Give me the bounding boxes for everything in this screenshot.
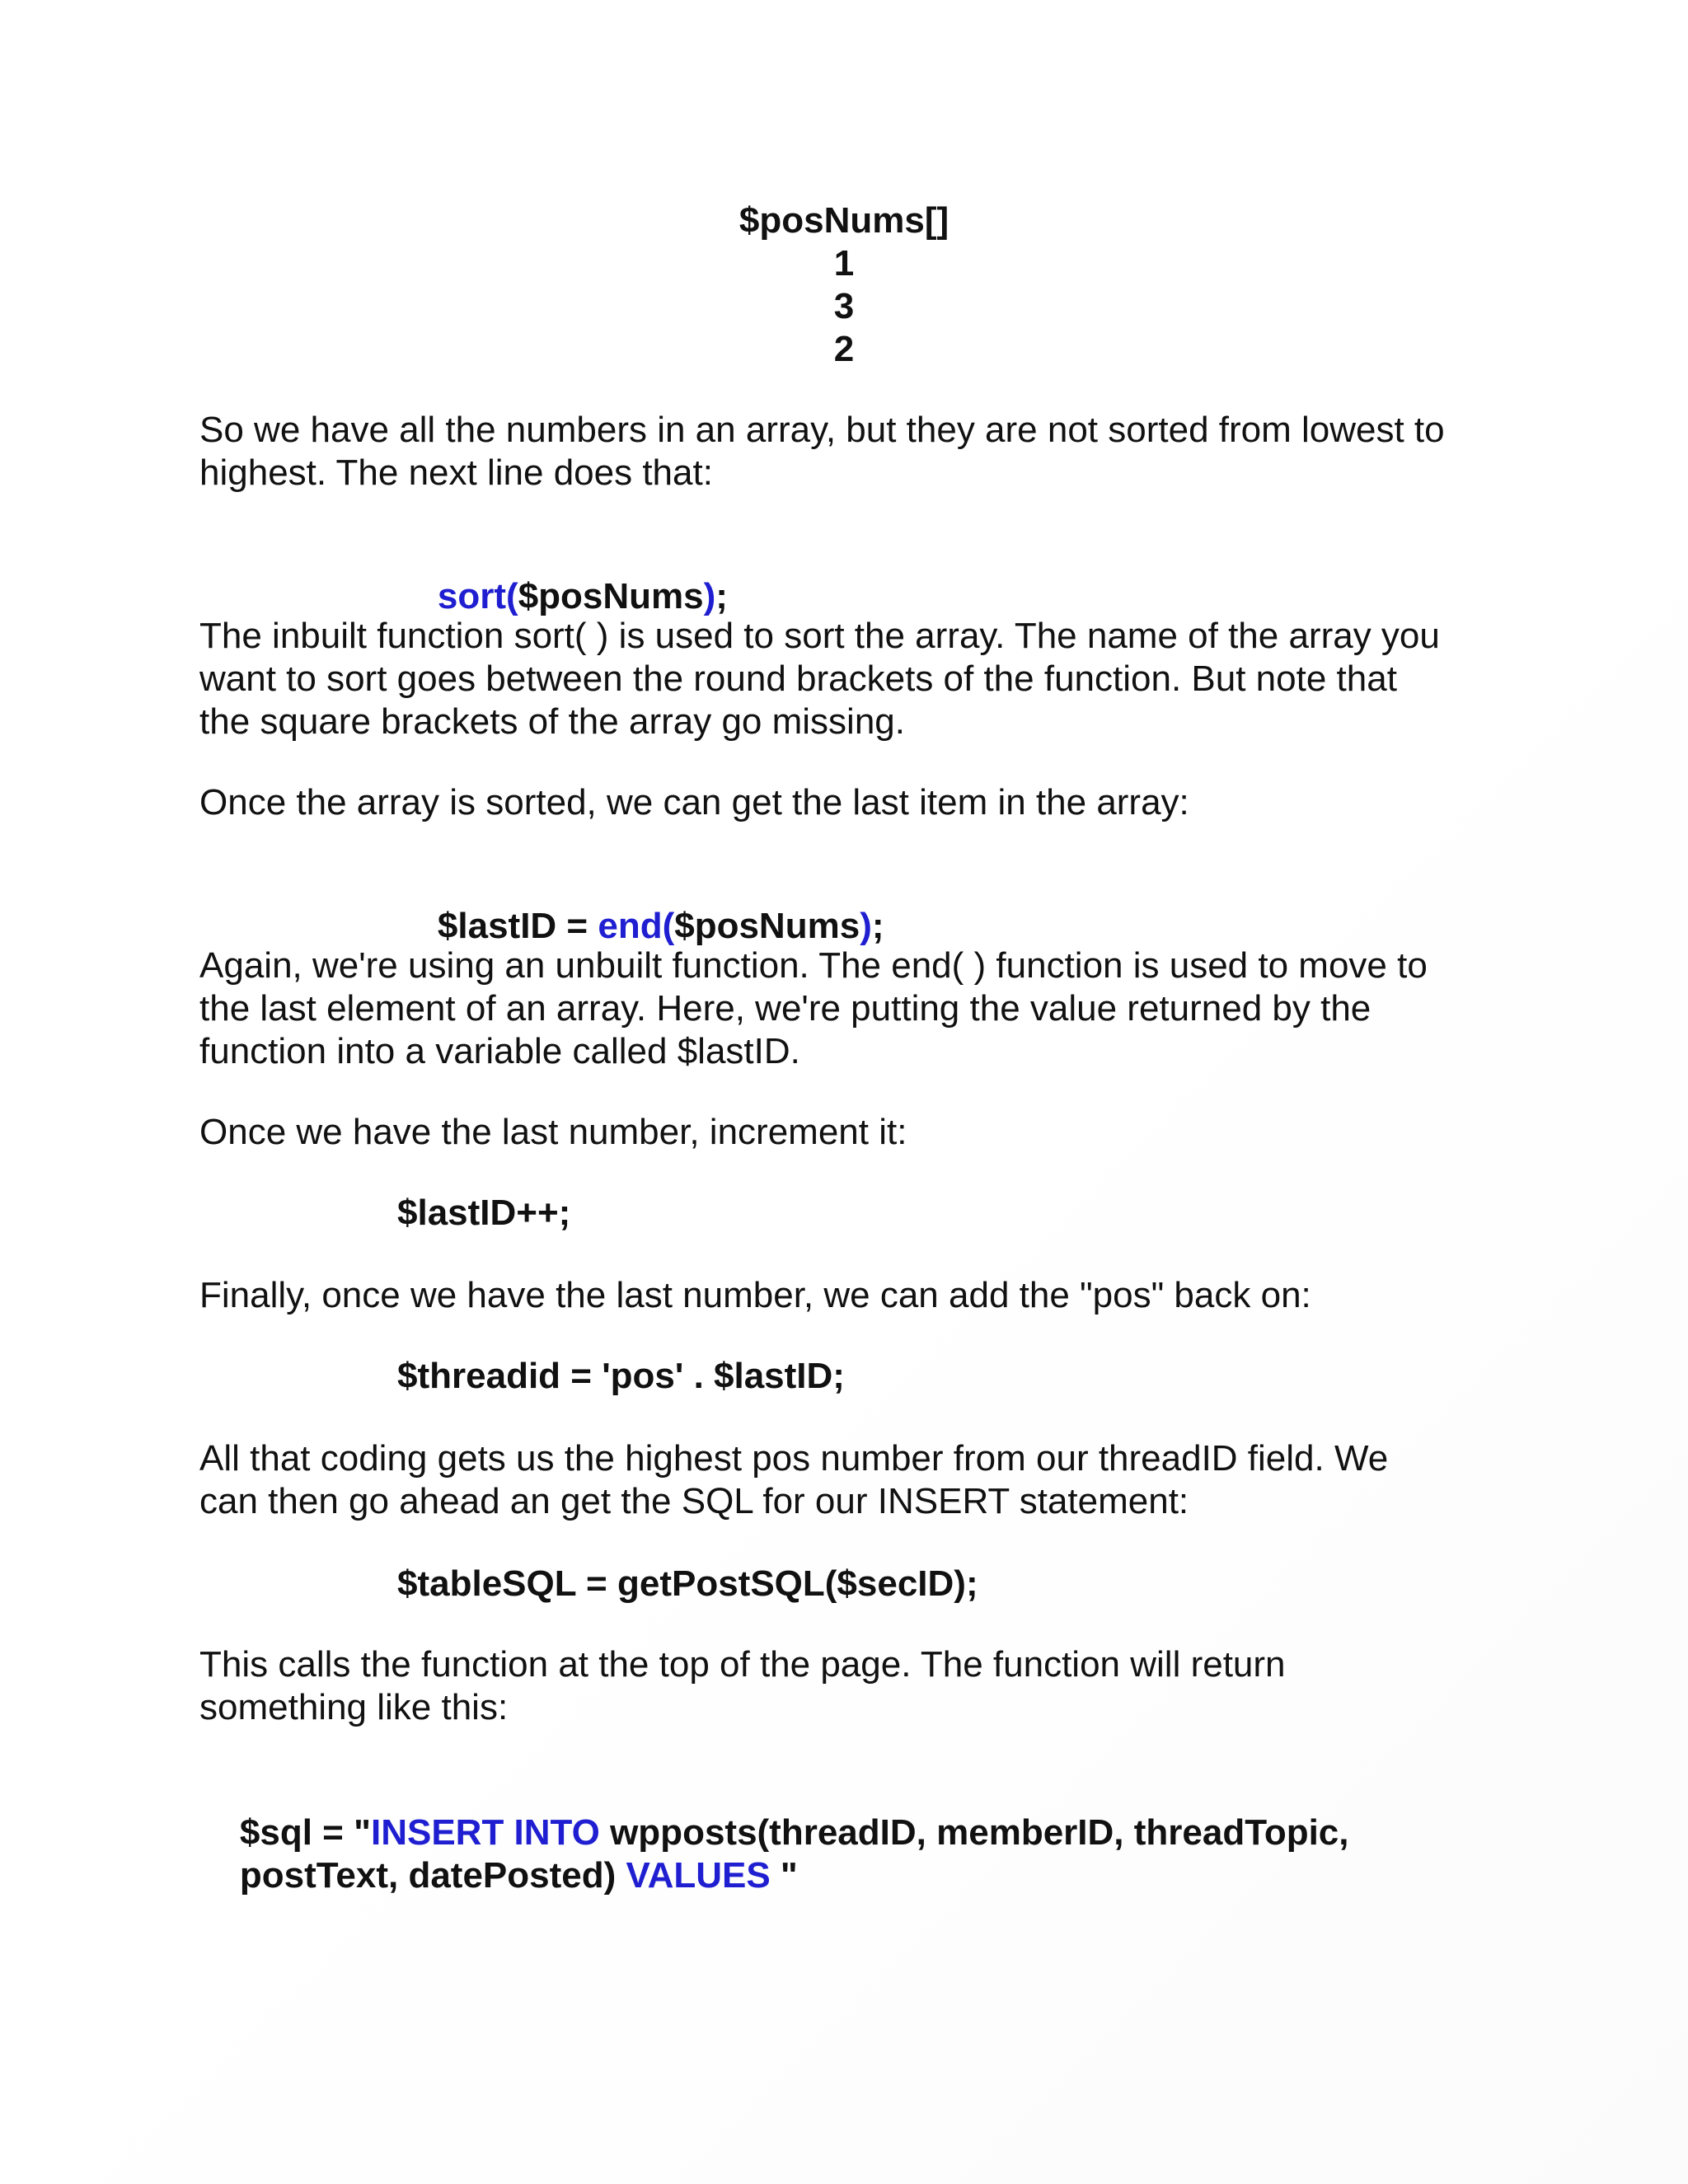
paragraph-line: Once the array is sorted, we can get the last item in the array: (199, 782, 1189, 823)
code-sql-line-2 (199, 1811, 798, 1940)
code-end-end: ; (871, 906, 884, 946)
paragraph-line: something like this: (199, 1687, 509, 1727)
code-increment: $lastID++; (397, 1193, 571, 1233)
paragraph-line: the square brackets of the array go missing. (199, 701, 905, 742)
code-sort-end: ; (715, 576, 728, 616)
code-tablesql: $tableSQL = getPostSQL($secID); (397, 1563, 978, 1604)
paragraph-line: can then go ahead an get the SQL for our INSERT statement: (199, 1481, 1189, 1521)
code-end-close: ) (860, 906, 872, 946)
paragraph-line: highest. The next line does that: (199, 452, 713, 493)
code-sort-fn: sort( (437, 576, 518, 616)
paragraph-line: This calls the function at the top of the page. The function will return (199, 1644, 1286, 1685)
array-value-2: 3 (833, 286, 855, 326)
array-value-3: 2 (833, 329, 855, 369)
paragraph-line: Finally, once we have the last number, we can add the "pos" back on: (199, 1275, 1311, 1315)
code-sort-arg: $posNums (518, 576, 704, 616)
code-sql-line2-end: " (770, 1855, 798, 1896)
code-sql-line2-start: postText, datePosted) (239, 1855, 626, 1896)
paragraph-line: Again, we're using an unbuilt function. The end( ) function is used to move to (199, 945, 1428, 986)
code-sort-close: ) (703, 576, 716, 616)
code-end-fn: end( (598, 906, 675, 946)
code-sql-values-keyword: VALUES (626, 1855, 771, 1896)
paragraph-line: the last element of an array. Here, we're putting the value returned by the (199, 988, 1372, 1029)
code-threadid: $threadid = 'pos' . $lastID; (397, 1356, 845, 1396)
code-sql-insert-keyword: INSERT INTO (370, 1812, 600, 1853)
code-sql-prefix: $sql = " (239, 1812, 371, 1853)
paragraph-line: The inbuilt function sort( ) is used to sort the array. The name of the array you (199, 616, 1440, 656)
paragraph-line: So we have all the numbers in an array, but they are not sorted from lowest to (199, 410, 1445, 450)
code-sql-rest: wpposts(threadID, memberID, threadTopic, (599, 1812, 1349, 1853)
array-header: $posNums[] (738, 200, 950, 241)
code-end-lhs: $lastID = (437, 906, 598, 946)
paragraph-line: All that coding gets us the highest pos number from our threadID field. We (199, 1438, 1389, 1479)
code-end-arg: $posNums (674, 906, 860, 946)
paragraph-line: want to sort goes between the round brackets of the function. But note that (199, 658, 1397, 699)
paragraph-line: function into a variable called $lastID. (199, 1031, 800, 1071)
paragraph-line: Once we have the last number, increment it: (199, 1112, 907, 1152)
array-value-1: 1 (833, 243, 855, 284)
